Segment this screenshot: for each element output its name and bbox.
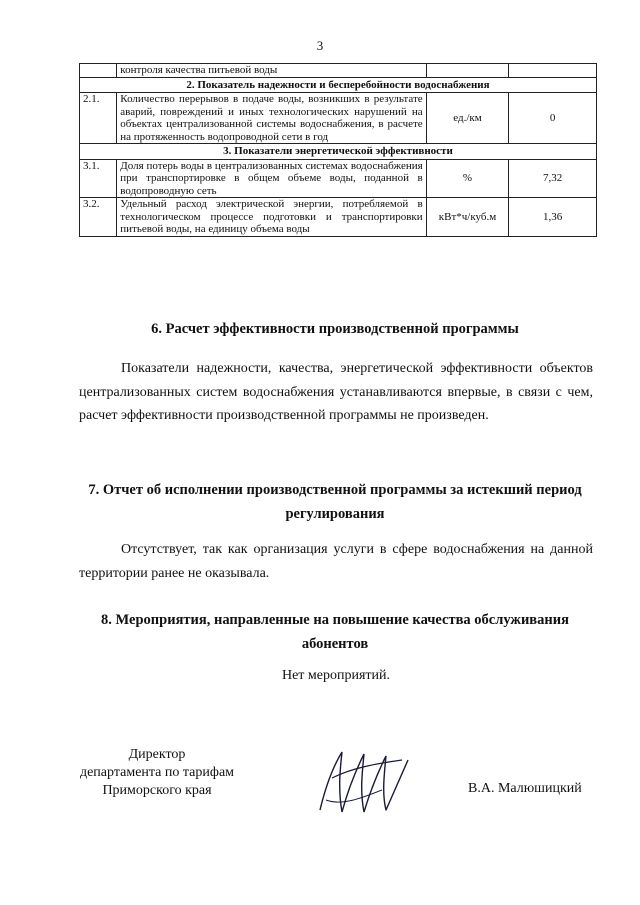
signatory-title-line3: Приморского края [102, 783, 212, 798]
row-number: 3.1. [80, 159, 117, 198]
row-number: 3.2. [80, 198, 117, 237]
row-number: 2.1. [80, 93, 117, 144]
table-section-row [80, 144, 597, 160]
signatory-title-line1: Директор [128, 747, 186, 762]
signatory-title [62, 746, 252, 800]
section-6-heading: 6. Расчет эффективности производственной программы [151, 321, 519, 337]
unit-cell: % [426, 159, 509, 198]
table-row [80, 159, 597, 198]
section-8-text: Нет мероприятий. [281, 668, 391, 683]
section-8-heading: 8. Мероприятия, направленные на повышение качества обслуживания абонентов [101, 612, 569, 652]
section-7-text: Отсутствует, так как организация услуги в сфере водоснабжения на данной территории ранее не оказывала. [79, 542, 593, 581]
value-cell [509, 64, 597, 78]
table-section-row [80, 77, 597, 93]
unit-cell [426, 64, 509, 78]
value-cell: 1,36 [509, 198, 597, 237]
indicator-name: Доля потерь воды в централизованных системах водоснабжения при транспортировке в общем объеме воды, поданной в водопроводную сеть [117, 159, 426, 198]
indicator-name: Количество перерывов в подаче воды, возникших в результате аварий, повреждений и иных технологических нарушений на объектах централизованной системы водоснабжения, в расчете на протяженность водопроводной сети в год [117, 93, 426, 144]
signatory-title-line2: департамента по тарифам [79, 765, 235, 780]
page-number: 3 [316, 38, 324, 53]
indicators-table [79, 63, 597, 237]
table-row [80, 198, 597, 237]
row-number [80, 64, 117, 78]
value-cell: 7,32 [509, 159, 597, 198]
unit-cell: ед./км [426, 93, 509, 144]
section-7-heading: 7. Отчет об исполнении производственной программы за истекший период регулирования [88, 482, 582, 522]
indicator-name: контроля качества питьевой воды [117, 64, 426, 78]
section-title: 3. Показатели энергетической эффективности [80, 144, 597, 160]
table-row [80, 64, 597, 78]
value-cell: 0 [509, 93, 597, 144]
section-6-text: Показатели надежности, качества, энергетической эффективности объектов централизованных систем водоснабжения устанавливаются впервые, в связи с чем, расчет эффективности производственной программы не произведен. [79, 361, 593, 423]
handwritten-signature [312, 740, 412, 820]
section-title: 2. Показатель надежности и бесперебойности водоснабжения [80, 77, 597, 93]
unit-cell: кВт*ч/куб.м [426, 198, 509, 237]
table-row [80, 93, 597, 144]
indicator-name: Удельный расход электрической энергии, потребляемой в технологическом процессе подготовки и транспортировки питьевой воды, на единицу объема воды [117, 198, 426, 237]
signatory-name: В.А. Малюшицкий [468, 781, 582, 796]
